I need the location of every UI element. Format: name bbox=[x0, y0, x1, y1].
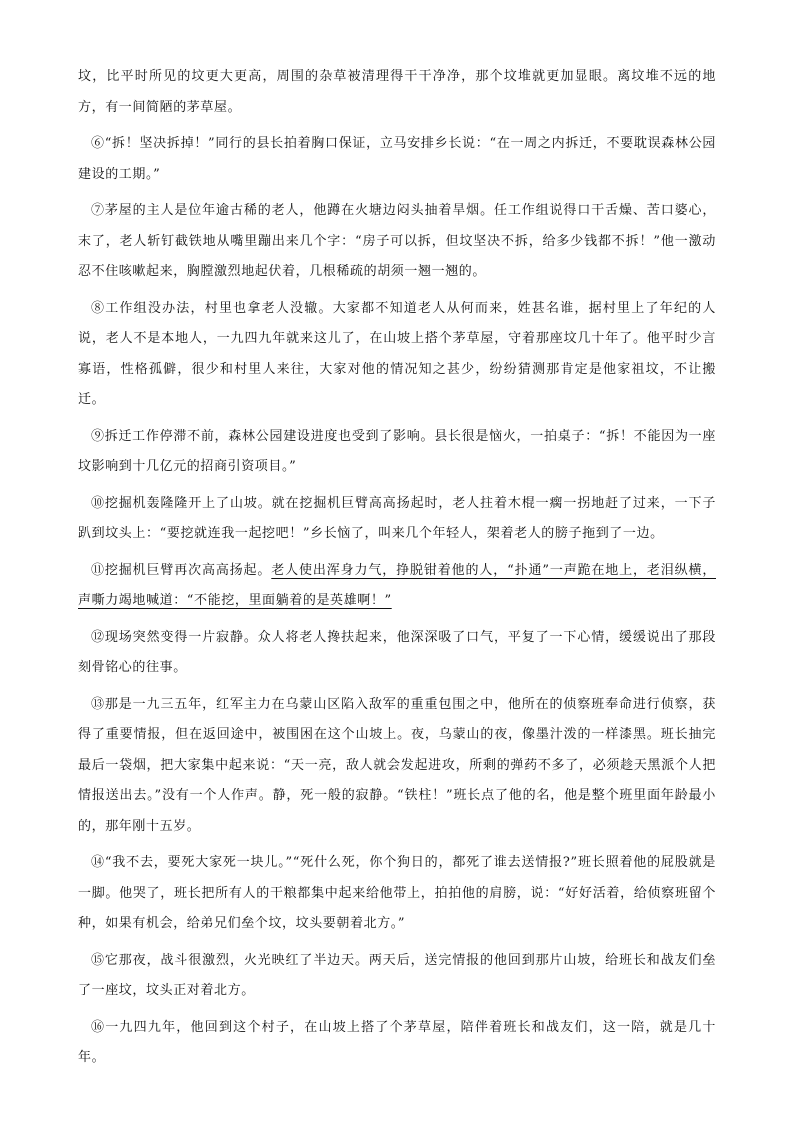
paragraph-8: ⑧工作组没办法，村里也拿老人没辙。大家都不知道老人从何而来，姓甚名谁，据村里上了年纪的人说，老人不是本地人，一九四九年就来这儿了，在山坡上搭个茅草屋，守着那座坟几十年了。他平时少言寡语，性格孤僻，很少和村里人来往，大家对他的情况知之甚少，纷纷猜测那肯定是他家祖坟，不让搬迁。 bbox=[78, 300, 716, 407]
paragraph-12: ⑫现场突然变得一片寂静。众人将老人搀扶起来，他深深吸了口气，平复了一下心情，缓缓说出了那段刻骨铭心的往事。 bbox=[78, 629, 716, 675]
paragraph-13: ⑬那是一九三五年，红军主力在乌蒙山区陷入敌军的重重包围之中，他所在的侦察班奉命进行侦察，获得了重要情报，但在返回途中，被围困在这个山坡上。夜，乌蒙山的夜，像墨汁泼的一样漆黑。班长抽完最后一袋烟，把大家集中起来说：“天一亮，敌人就会发起进攻，所剩的弹药不多了，必须趁天黑派个人把情报送出去。”没有一个人作声。静，死一般的寂静。“铁柱！”班长点了他的名，他是整个班里面年龄最小的，那年刚十五岁。 bbox=[78, 696, 716, 834]
paragraph-continued: 坟，比平时所见的坟更大更高，周围的杂草被清理得干干净净，那个坟堆就更加显眼。离坟堆不远的地方，有一间简陋的茅草屋。 bbox=[78, 69, 716, 115]
paragraph-15: ⑮它那夜，战斗很激烈，火光映红了半边天。两天后，送完情报的他回到那片山坡，给班长和战友们垒了一座坟，坟头正对着北方。 bbox=[78, 952, 716, 998]
paragraph-11-lead: ⑪挖掘机巨臂再次高高扬起。 bbox=[91, 562, 272, 578]
paragraph-10: ⑩挖掘机轰隆隆开上了山坡。就在挖掘机巨臂高高扬起时，老人拄着木棍一瘸一拐地赶了过来，一下子趴到坟头上：“要挖就连我一起挖吧！”乡长恼了，叫来几个年轻人，架着老人的膀子拖到了一边。 bbox=[78, 495, 716, 541]
paragraph-16: ⑯一九四九年，他回到这个村子，在山坡上搭了个茅草屋，陪伴着班长和战友们，这一陪，就是几十年。 bbox=[78, 1019, 716, 1065]
paragraph-11 bbox=[78, 556, 716, 617]
paragraph-7: ⑦茅屋的主人是位年逾古稀的老人，他蹲在火塘边闷头抽着旱烟。任工作组说得口干舌燥、苦口婆心，末了，老人斩钉截铁地从嘴里蹦出来几个字：“房子可以拆，但坟坚决不拆，给多少钱都不拆！”他一激动忍不住咳嗽起来，胸膛激烈地起伏着，几根稀疏的胡须一翘一翘的。 bbox=[78, 203, 716, 279]
paragraph-14: ⑭“我不去，要死大家死一块儿。”“死什么死，你个狗日的，都死了谁去送情报?”班长照着他的屁股就是一脚。他哭了，班长把所有人的干粮都集中起来给他带上，拍拍他的肩膀，说：“好好活着，给侦察班留个种，如果有机会，给弟兄们垒个坟，坟头要朝着北方。” bbox=[78, 855, 716, 931]
paragraph-6: ⑥“拆！坚决拆掉！”同行的县长拍着胸口保证，立马安排乡长说：“在一周之内拆迁，不要耽误森林公园建设的工期。” bbox=[78, 136, 716, 182]
paragraph-11-underlined-sentence: 老人使出浑身力气，挣脱钳着他的人，“扑通”一声跪在地上，老泪纵横，声嘶力竭地喊道：“不能挖，里面躺着的是英雄啊！” bbox=[78, 562, 716, 608]
paragraph-9: ⑨拆迁工作停滞不前，森林公园建设进度也受到了影响。县长很是恼火，一拍桌子：“拆！不能因为一座坟影响到十几亿元的招商引资项目。” bbox=[78, 428, 716, 474]
